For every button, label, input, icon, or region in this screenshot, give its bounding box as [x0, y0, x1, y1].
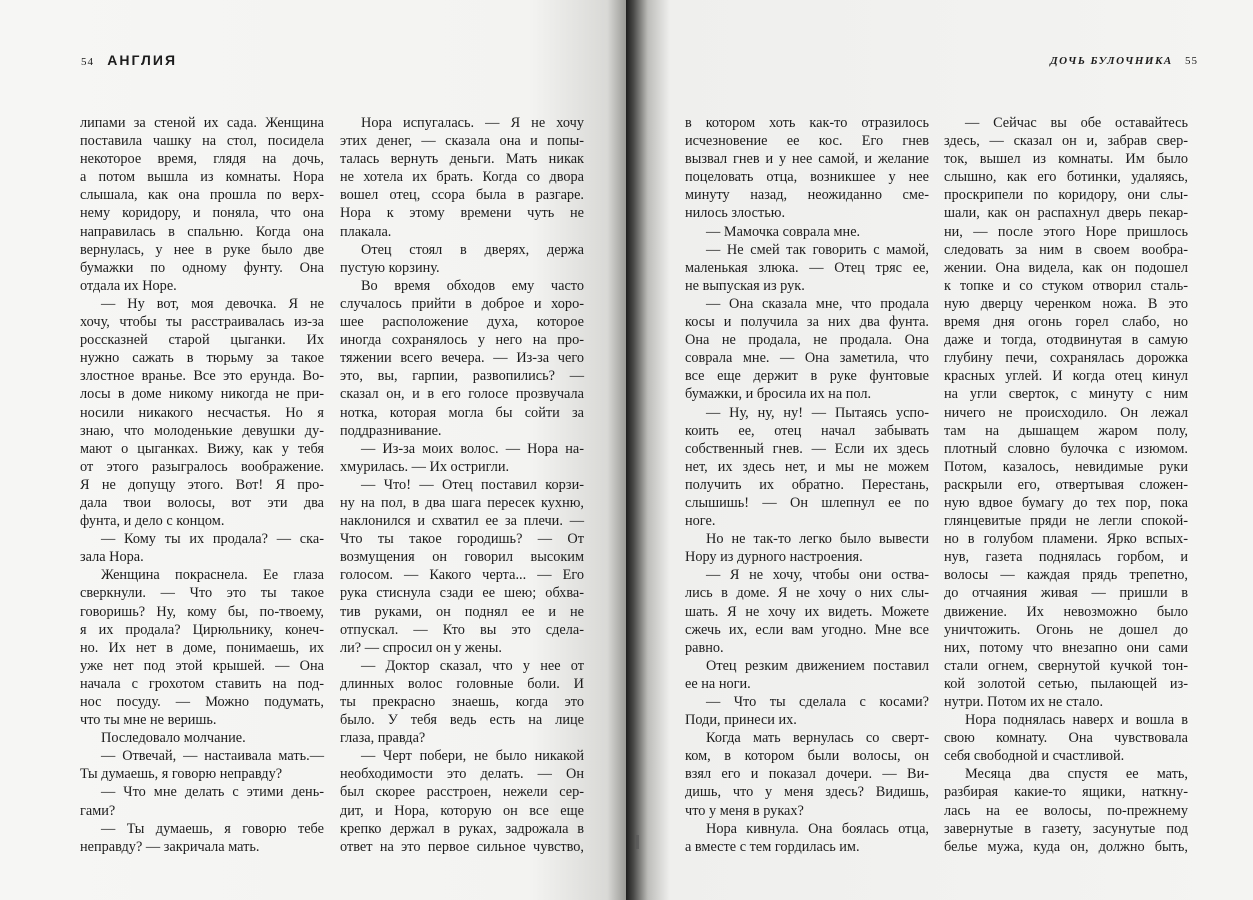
- text-line: коить ее, отец начал забывать: [685, 422, 929, 439]
- text-line: поставила чашку на стол, посидела: [80, 133, 324, 150]
- text-line: тив руками, он поднял ее и не: [340, 603, 584, 620]
- text-line: — Ну, ну, ну! — Пытаясь успо-: [706, 404, 929, 421]
- text-line: отпускал. — Кто вы это сдела-: [340, 621, 584, 638]
- text-line: Ты думаешь, я говорю неправду?: [80, 766, 283, 783]
- text-line: лосы в доме никому никогда не при-: [80, 386, 324, 403]
- text-line: голосом. — Какого черта... — Его: [340, 567, 584, 584]
- text-line: отдала их Норе.: [80, 277, 177, 294]
- text-line: талась вернуть деньги. Мать никак: [340, 151, 584, 168]
- text-line: хмурилась. — Их остригли.: [340, 458, 510, 475]
- text-line: белье мужа, куда он, должно быть,: [944, 838, 1188, 855]
- text-line: нилось злостью.: [685, 205, 786, 222]
- text-line: плакала.: [340, 223, 392, 240]
- text-line: — Что ты сделала с косами?: [706, 694, 929, 710]
- text-line: возмущения он говорил высоким: [340, 549, 584, 566]
- text-line: себя свободной и счастливой.: [944, 748, 1125, 765]
- text-line: даже и тогда, отодвинутая в самую: [944, 332, 1188, 349]
- text-line: ответ на это первое сильное чувство,: [340, 838, 584, 855]
- text-line: Поди, принеси их.: [685, 712, 797, 729]
- text-line: — Сейчас вы обе оставайтесь: [965, 115, 1188, 131]
- text-line: вошел отец, ссора была в разгаре.: [340, 187, 584, 204]
- text-line: лась на ее волосы, по-прежнему: [944, 802, 1188, 819]
- text-line: жении. Она видела, как он подошел: [944, 259, 1188, 276]
- text-line: что у меня в руках?: [685, 802, 804, 819]
- text-line: — Кому ты их продала? — ска-: [101, 531, 324, 548]
- text-line: необходимости это делать. — Он: [340, 766, 584, 783]
- text-line: ную дверцу черенком ножа. В это: [944, 295, 1188, 312]
- text-column-1: [80, 114, 324, 856]
- text-line: Потом, казалось, невидимые руки: [944, 458, 1188, 475]
- text-line: сверкнули. — Что это ты такое: [80, 585, 324, 602]
- text-line: хочу, чтобы ты расстраивалась из-за: [80, 314, 324, 331]
- text-line: движение. Их невозможно было: [944, 603, 1188, 620]
- text-line: не хотела их брать. Когда со двора: [340, 169, 584, 186]
- text-line: соврала мне. — Она заметила, что: [685, 350, 929, 367]
- text-line: бумажки по одному фунту. Она: [80, 259, 324, 276]
- text-line: Нора кивнула. Она боялась отца,: [706, 820, 929, 837]
- text-line: нотка, которая могла бы сойти за: [340, 404, 584, 421]
- binding-mark: [636, 835, 639, 849]
- text-line: знаю, что молоденькие девушки ду-: [80, 422, 324, 439]
- text-line: стали огнем, свернутой кучкой тон-: [944, 657, 1188, 674]
- left-page-number: 54: [81, 56, 94, 68]
- text-column-3: [685, 114, 929, 856]
- text-line: ни, — после этого Норе пришлось: [944, 223, 1188, 240]
- text-line: — Что! — Отец поставил корзи-: [361, 476, 584, 493]
- text-line: — Из-за моих волос. — Нора на-: [361, 440, 584, 457]
- text-line: них, потому что внезапно они сами: [944, 639, 1188, 656]
- text-line: — Ты думаешь, я говорю тебе: [101, 820, 324, 837]
- right-page-title: ДОЧЬ БУЛОЧНИКА: [1050, 55, 1173, 67]
- text-line: мают о цыганках. Вижу, как у тебя: [80, 440, 324, 457]
- text-line: уничтожить. Огонь не дошел до: [944, 621, 1188, 638]
- text-line: Отец стоял в дверях, держа: [361, 241, 584, 258]
- text-line: Во время обходов ему часто: [361, 277, 584, 294]
- text-line: Отец резким движением поставил: [706, 657, 929, 674]
- text-line: ток, вышел из комнаты. Им было: [944, 151, 1188, 168]
- text-line: гами?: [80, 802, 116, 819]
- text-line: собственный гнев. — Если их здесь: [685, 440, 929, 457]
- text-line: шать. Я не хочу их видеть. Можете: [685, 603, 929, 620]
- text-line: рука стиснула сзади ее шею; обхва-: [340, 585, 584, 602]
- right-running-head: [1050, 52, 1198, 69]
- text-line: но. Их нет в доме, понимаешь, их: [80, 639, 324, 656]
- right-page-number: 55: [1185, 55, 1198, 67]
- text-line: косы и получила за них два фунта.: [685, 314, 929, 331]
- text-line: глубину печи, сохранялась дорожка: [944, 350, 1188, 367]
- text-line: нему коридору, и поняла, что она: [80, 205, 324, 222]
- text-line: Она не продала, не продала. Она: [685, 332, 929, 349]
- text-line: от этого разыгралось воображение.: [80, 458, 324, 475]
- text-line: фунта, и дело с концом.: [80, 513, 225, 530]
- text-line: наклонился и схватил ее за плечи. —: [340, 513, 584, 530]
- text-line: шее расположение духа, которое: [340, 314, 584, 331]
- text-line: бумажки, и бросила их на пол.: [685, 386, 872, 403]
- text-line: шали, как он распахнул дверь пекар-: [944, 205, 1188, 222]
- text-line: ноге.: [685, 513, 716, 530]
- text-line: до отчаяния живая — пришли в: [944, 585, 1188, 602]
- text-line: завернутые в газету, засунутые под: [944, 820, 1188, 837]
- text-line: свою комнату. Она чувствовала: [944, 730, 1188, 747]
- text-line: ничего не происходило. Он лежал: [944, 404, 1188, 421]
- text-line: россказней старой цыганки. Их: [80, 332, 324, 349]
- left-running-head: [81, 52, 177, 70]
- text-line: слышала, как она прошла по верх-: [80, 187, 324, 204]
- text-line: нутри. Потом их не стало.: [944, 694, 1104, 710]
- text-line: иногда сохранялось у него на про-: [340, 332, 584, 349]
- text-line: липами за стеной их сада. Женщина: [80, 115, 324, 131]
- text-line: — Доктор сказал, что у нее от: [361, 657, 584, 674]
- text-line: длинных волос головные боли. И: [340, 675, 584, 692]
- text-line: пустую корзину.: [340, 259, 440, 276]
- text-line: слышишь! — Он шлепнул ее по: [685, 494, 929, 511]
- text-line: плотный словно булочка с изюмом.: [944, 440, 1188, 457]
- text-line: Нору из дурного настроения.: [685, 549, 863, 566]
- text-line: получить их обратно. Перестань,: [685, 476, 929, 493]
- text-line: — Мамочка соврала мне.: [706, 223, 861, 240]
- text-line: злостное вранье. Все это ерунда. Во-: [80, 368, 324, 385]
- text-line: направилась в спальню. Когда она: [80, 223, 324, 240]
- text-line: разбирая какие-то ящики, наткну-: [944, 784, 1188, 801]
- text-line: не выпуская из рук.: [685, 277, 805, 294]
- text-line: минуту назад, неожиданно сме-: [685, 187, 929, 204]
- text-line: нос посуду. — Можно подумать,: [80, 694, 324, 710]
- text-line: — Я не хочу, чтобы они оства-: [706, 567, 929, 584]
- text-line: раскрыли его, отвертывая сложен-: [944, 476, 1188, 493]
- text-line: поцеловать отца, возникшее у нее: [685, 169, 929, 186]
- text-line: было. У тебя ведь есть на лице: [340, 712, 584, 729]
- text-line: а потом вышла из комнаты. Нора: [80, 169, 324, 186]
- text-line: Нора поднялась наверх и вошла в: [965, 712, 1188, 729]
- text-line: носили никакого несчастья. Но я: [80, 404, 324, 421]
- text-line: к топке и со стуком отворил сталь-: [944, 277, 1188, 294]
- text-line: в котором хоть как-то отразилось: [685, 115, 929, 131]
- text-line: кой золотой сетью, пылающей из-: [944, 675, 1188, 692]
- text-line: тяжении всего вечера. — Из-за чего: [340, 350, 584, 367]
- text-line: крепко держал в руках, задрожала в: [340, 820, 584, 837]
- text-line: здесь, — сказал он и, забрав свер-: [944, 133, 1188, 150]
- text-line: я их продала? Цирюльнику, конеч-: [80, 621, 324, 638]
- text-line: ную вдвое бумагу до тех пор, пока: [944, 494, 1188, 511]
- text-line: ли? — спросил он у жены.: [340, 639, 502, 656]
- text-line: Но не так-то легко было вывести: [706, 531, 929, 548]
- text-line: — Черт побери, не было никакой: [361, 748, 584, 765]
- text-line: некоторое время, глядя на дочь,: [80, 151, 324, 168]
- text-line: маленькая злюка. — Отец тряс ее,: [685, 259, 929, 276]
- text-line: говоришь? Ну, кому бы, по-твоему,: [80, 603, 324, 620]
- text-line: был скорее расстроен, нежели сер-: [340, 784, 584, 801]
- text-line: там на дышащем жаром полу,: [944, 422, 1188, 439]
- text-line: проскрипели по коридору, они слы-: [944, 187, 1188, 204]
- text-column-4: [944, 114, 1188, 856]
- text-line: — Ну вот, моя девочка. Я не: [101, 295, 324, 312]
- text-line: неправду? — закричала мать.: [80, 838, 260, 855]
- text-line: сказал он, и в его голосе прозвучала: [340, 386, 584, 403]
- text-line: Последовало молчание.: [101, 730, 246, 747]
- text-line: следовать за ним в своем вообра-: [944, 241, 1188, 258]
- text-line: поддразнивание.: [340, 422, 442, 439]
- text-line: Женщина покраснела. Ее глаза: [101, 567, 324, 584]
- text-line: глаза, правда?: [340, 730, 426, 747]
- text-line: — Что мне делать с этими день-: [101, 784, 324, 801]
- text-line: дит, и Нора, которую он все еще: [340, 802, 584, 819]
- text-line: случалось прийти в доброе и хоро-: [340, 295, 584, 312]
- text-line: это, вы, гарпии, развопились? —: [340, 368, 584, 385]
- text-line: ее на ноги.: [685, 675, 751, 692]
- text-line: Месяца два спустя ее мать,: [965, 766, 1188, 783]
- text-line: Что ты такое городишь? — От: [340, 531, 584, 548]
- left-page: [0, 0, 626, 900]
- text-line: лись в доме. Я не хочу о них слы-: [685, 585, 929, 602]
- text-line: дишь, что у меня здесь? Видишь,: [685, 784, 929, 801]
- text-line: на угли сверток, с минуту с ним: [944, 386, 1188, 403]
- text-line: зала Нора.: [80, 549, 144, 566]
- text-line: ну на пол, в два шага пересек кухню,: [340, 494, 584, 511]
- text-line: дала твои волосы, вот эти два: [80, 494, 324, 511]
- text-line: но в голубом пламени. Ярко вспых-: [944, 531, 1188, 548]
- text-line: время дня огонь горел слабо, но: [944, 314, 1188, 331]
- text-line: волосы — каждая прядь трепетно,: [944, 567, 1188, 584]
- text-line: Я не допущу этого. Вот! Я про-: [80, 476, 324, 493]
- text-line: сжечь их, если вам угодно. Мне все: [685, 621, 929, 638]
- text-line: что ты мне не веришь.: [80, 712, 217, 729]
- text-line: глянцевитые пряди не легли спокой-: [944, 513, 1188, 530]
- text-line: вызвал гнев и у нее самой, и желание: [685, 151, 929, 168]
- text-line: нужно сажать в тюрьму за такое: [80, 350, 324, 367]
- text-line: нув, газета поднялась горбом, и: [944, 549, 1188, 566]
- text-line: этих денег, — сказала она и попы-: [340, 133, 584, 150]
- text-line: — Отвечай, — настаивала мать.—: [101, 748, 324, 765]
- text-line: Нора к этому времени чуть не: [340, 205, 584, 222]
- text-line: равно.: [685, 639, 724, 656]
- text-line: ты прекрасно знаешь, когда это: [340, 694, 584, 710]
- text-line: ком, в котором были волосы, он: [685, 748, 929, 765]
- text-line: взял его и показал дочери. — Ви-: [685, 766, 929, 783]
- text-line: слышно, как его ботинки, удаляясь,: [944, 169, 1188, 186]
- text-line: начала с грохотом ставить на под-: [80, 675, 324, 692]
- text-line: исчезновение ее кос. Его гнев: [685, 133, 929, 150]
- text-column-2: [340, 114, 584, 856]
- text-line: нет, их здесь нет, и мы не можем: [685, 458, 929, 475]
- text-line: — Она сказала мне, что продала: [706, 295, 929, 312]
- text-line: Нора испугалась. — Я не хочу: [361, 115, 584, 131]
- text-line: уже нет под этой крышей. — Она: [80, 657, 324, 674]
- text-line: — Не смей так говорить с мамой,: [706, 241, 929, 258]
- left-page-title: АНГЛИЯ: [107, 52, 178, 68]
- text-line: вернулась, у нее в руке было две: [80, 241, 324, 258]
- text-line: красных углей. И когда отец кинул: [944, 368, 1188, 385]
- text-line: а вместе с тем гордилась им.: [685, 838, 860, 855]
- text-line: все еще держит в руке фунтовые: [685, 368, 929, 385]
- text-line: Когда мать вернулась со сверт-: [706, 730, 929, 747]
